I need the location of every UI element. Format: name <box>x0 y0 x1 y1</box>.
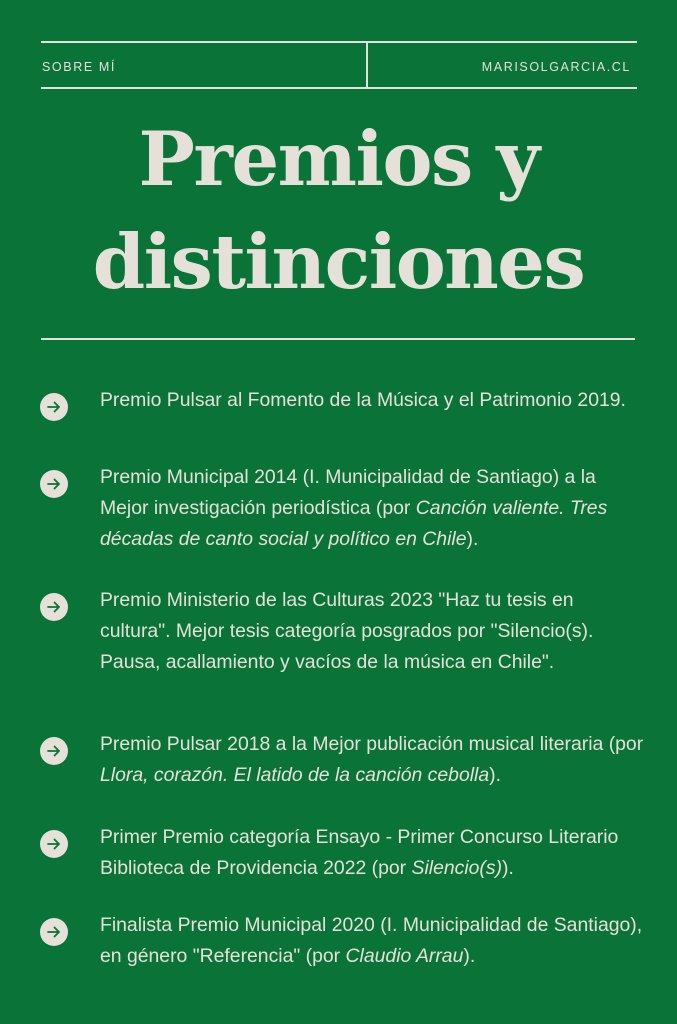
arrow-right-circle-icon <box>40 830 68 858</box>
award-text: Finalista Premio Municipal 2020 (I. Municipalidad de Santiago), en género "Referencia" (por Claudio Arrau). <box>100 914 643 967</box>
about-me-link[interactable]: SOBRE MÍ <box>42 60 116 74</box>
top-bar <box>41 41 637 89</box>
arrow-right-circle-icon <box>40 393 68 421</box>
award-text: Primer Premio categoría Ensayo - Primer Concurso Literario Biblioteca de Providencia 2022 (por Silencio(s)). <box>100 826 619 879</box>
arrow-right-circle-icon <box>40 470 68 498</box>
award-text: Premio Ministerio de las Culturas 2023 "Haz tu tesis en cultura". Mejor tesis categoría posgrados por "Silencio(s). Pausa, acallamiento y vacíos de la música en Chile". <box>100 589 594 673</box>
page-title-line-1: Premios y <box>138 115 539 203</box>
page-title <box>0 108 677 314</box>
award-text: Premio Municipal 2014 (I. Municipalidad de Santiago) a la Mejor investigación periodística (por Canción valiente. Tres décadas de canto social y político en Chile). <box>100 466 608 550</box>
award-text: Premio Pulsar al Fomento de la Música y el Patrimonio 2019. <box>100 389 626 411</box>
arrow-right-circle-icon <box>40 593 68 621</box>
arrow-right-circle-icon <box>40 918 68 946</box>
arrow-right-circle-icon <box>40 737 68 765</box>
header-divider <box>366 43 368 87</box>
website-link[interactable]: MARISOLGARCIA.CL <box>481 60 631 74</box>
page-title-line-2: distinciones <box>92 218 585 306</box>
title-divider <box>41 338 635 340</box>
award-text: Premio Pulsar 2018 a la Mejor publicación musical literaria (por Llora, corazón. El latido de la canción cebolla). <box>100 733 644 786</box>
